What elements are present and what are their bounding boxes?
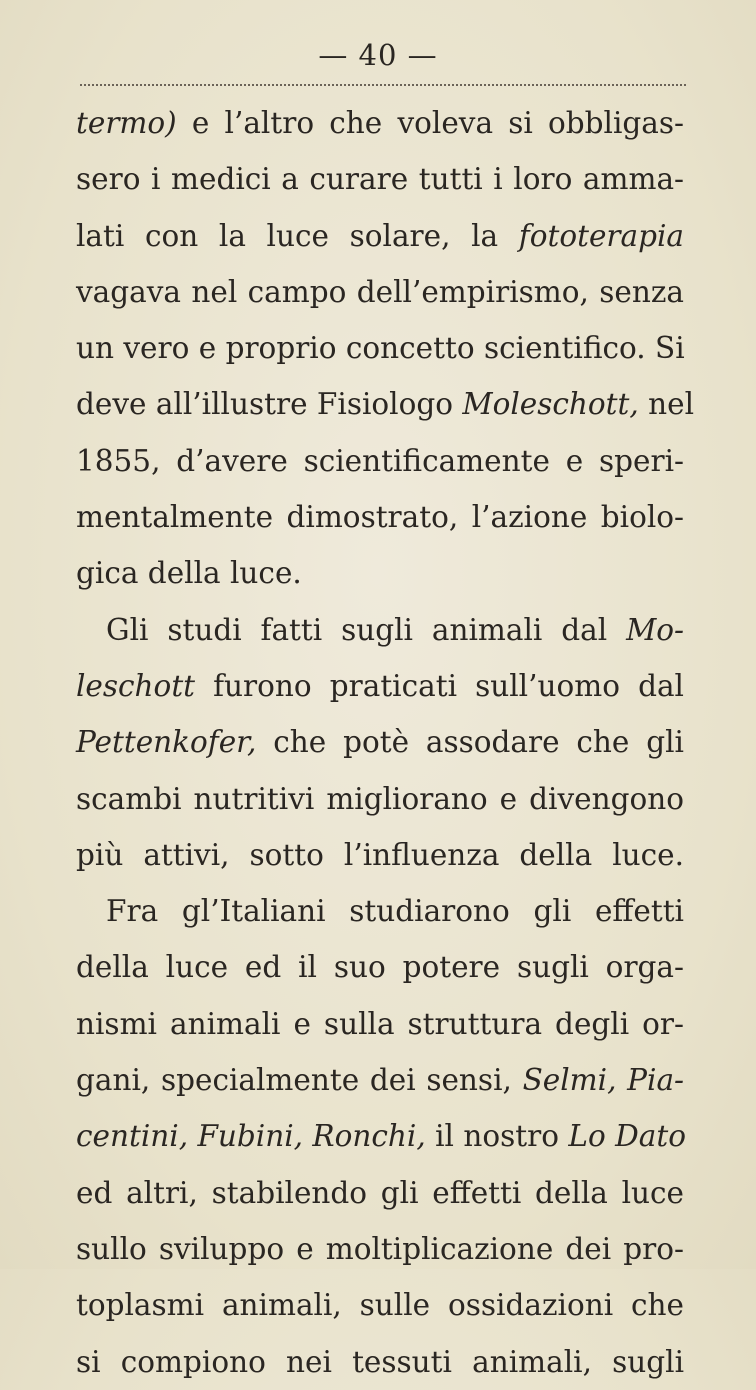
header-rule (80, 84, 686, 86)
text-run: deve all’illustre Fisiologo (76, 387, 463, 422)
text-line (76, 1165, 684, 1221)
text-run: mentalmente dimostrato, l’azione biolo- (76, 500, 684, 535)
text-run: si compiono nei tessuti animali, sugli (76, 1344, 684, 1379)
text-line (76, 1052, 684, 1108)
text-line (76, 545, 684, 601)
text-line (76, 1221, 684, 1277)
text-run: toplasmi animali, sulle ossidazioni che (76, 1288, 684, 1323)
text-line (76, 376, 695, 432)
italic-text: fototerapia (518, 218, 684, 253)
text-line (76, 1334, 684, 1390)
italic-text: Mo- (626, 612, 684, 647)
body-text (76, 95, 695, 1390)
text-run: ed altri, stabilendo gli effetti della luce (76, 1175, 684, 1210)
italic-text: termo) (76, 106, 177, 140)
text-run: scambi nutritivi migliorano e divengono (76, 781, 684, 816)
text-line (76, 939, 684, 995)
text-line (76, 151, 684, 207)
italic-text: Moleschott, (462, 387, 639, 422)
text-run: e l’altro che voleva si obbligas- (176, 106, 684, 140)
text-line (76, 95, 684, 151)
text-run: il nostro (425, 1119, 569, 1154)
text-line (76, 996, 684, 1052)
text-run: sero i medici a curare tutti i loro amma- (76, 162, 684, 197)
text-line (76, 1108, 684, 1164)
italic-text: Pettenkofer, (76, 725, 257, 760)
italic-text: centini, Fubini, Ronchi, (76, 1119, 426, 1154)
text-run: 1855, d’avere scientificamente e speri- (76, 443, 684, 478)
text-line (76, 602, 684, 658)
text-run: un vero e proprio concetto scientifico. Si (76, 331, 685, 366)
text-run: nel (638, 387, 695, 422)
text-line (76, 264, 684, 320)
text-line (76, 208, 684, 264)
italic-text: Selmi, Pia- (522, 1063, 684, 1098)
text-line (76, 883, 684, 939)
italic-text: Lo Dato (568, 1119, 686, 1154)
text-line (76, 489, 684, 545)
text-run: lati con la luce solare, la (76, 218, 519, 253)
text-run: Fra gl’Italiani studiarono gli effetti (106, 894, 684, 929)
text-run: furono praticati sull’uomo dal (195, 668, 684, 703)
text-line (76, 658, 684, 714)
text-line (76, 827, 684, 883)
page-number: — 40 — (318, 38, 438, 72)
text-run: più attivi, sotto l’influenza della luce. (76, 837, 684, 872)
italic-text: leschott (76, 668, 196, 703)
text-run: nismi animali e sulla struttura degli or- (76, 1006, 684, 1041)
text-run: Gli studi fatti sugli animali dal (106, 612, 627, 647)
text-run: gani, specialmente dei sensi, (76, 1063, 523, 1098)
text-run: vagava nel campo dell’empirismo, senza (76, 274, 684, 309)
text-line (76, 433, 684, 489)
text-run: gica della luce. (76, 556, 302, 591)
text-line (76, 1277, 684, 1333)
text-line (76, 714, 684, 770)
text-run: che potè assodare che gli (256, 725, 684, 760)
text-line (76, 771, 684, 827)
text-run: sullo sviluppo e moltiplicazione dei pro- (76, 1231, 684, 1266)
text-line (76, 320, 684, 376)
text-run: della luce ed il suo potere sugli orga- (76, 950, 684, 985)
